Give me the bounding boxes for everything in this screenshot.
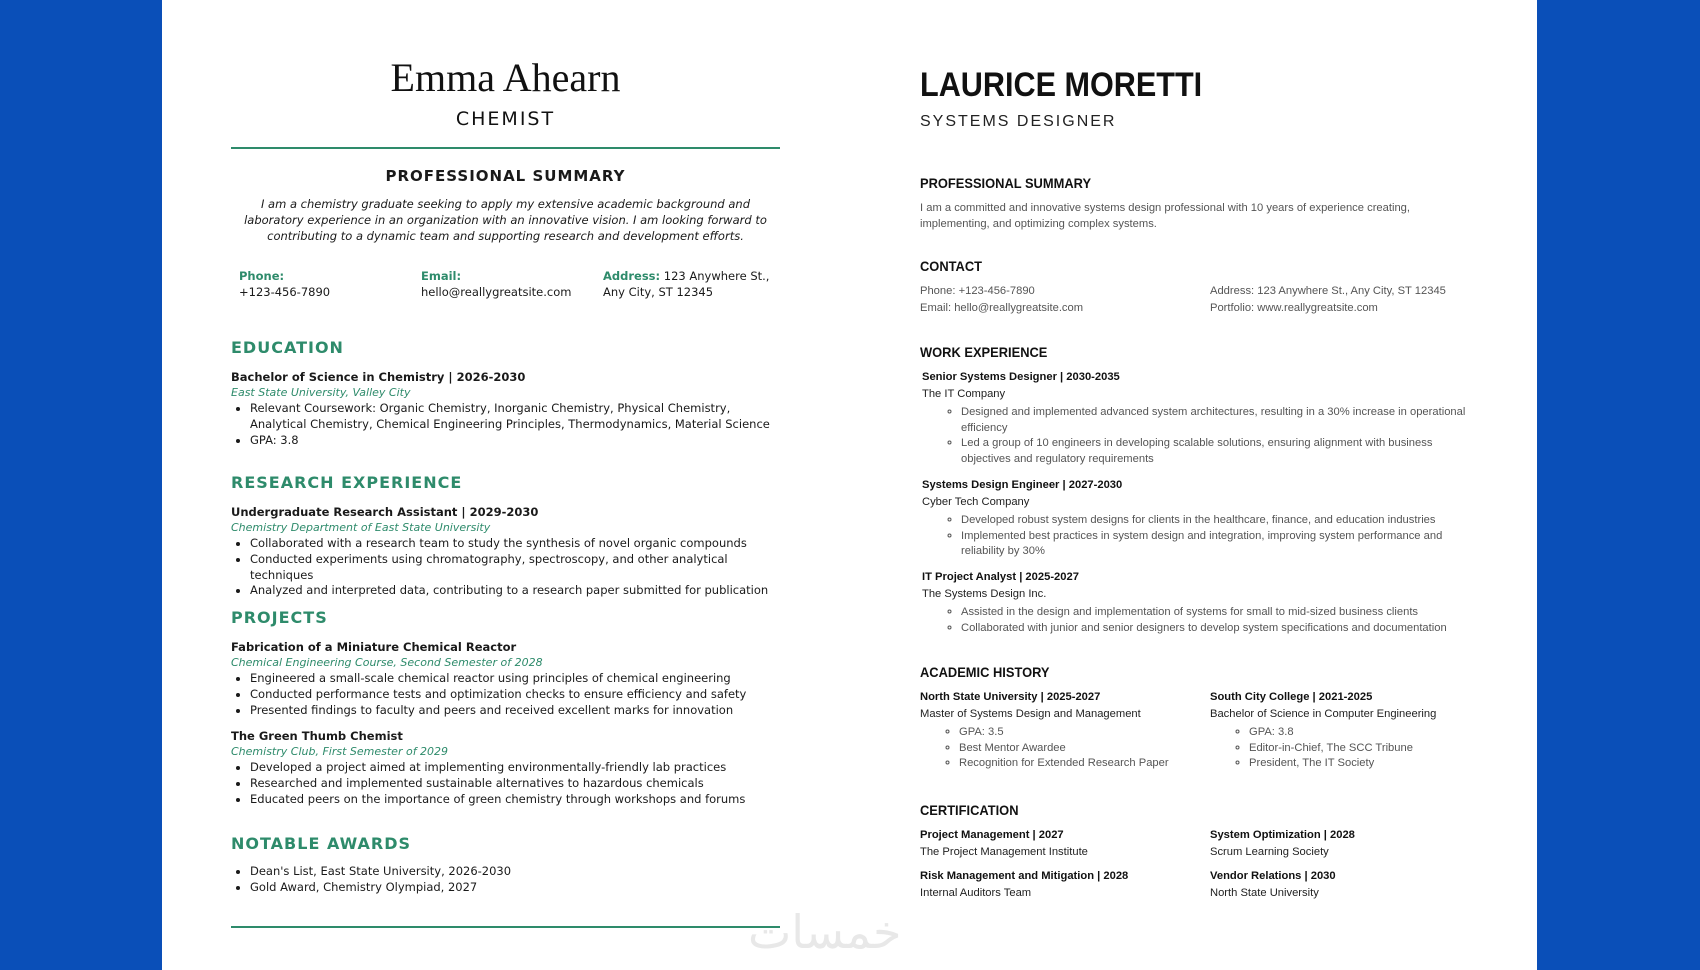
address-line1: 123 Anywhere St., [663,269,770,283]
summary-heading: PROFESSIONAL SUMMARY [920,175,1092,191]
resume-name: LAURICE MORETTI [920,66,1203,104]
job-title: Senior Systems Designer | 2030-2035 [922,371,1120,383]
awards-heading: NOTABLE AWARDS [231,834,412,853]
school-degree: Master of Systems Design and Management [920,708,1141,720]
list-item: • Developed a project aimed at implementing environmentally-friendly lab practices [250,760,780,776]
email-label: Email: [421,269,462,283]
research-title: Undergraduate Research Assistant | 2029-2030 [231,505,539,519]
job-title: IT Project Analyst | 2025-2027 [922,571,1079,583]
summary-heading: PROFESSIONAL SUMMARY [385,167,626,185]
list-item: ◦ Implemented best practices in system design and integration, improving system performance and reliability by 30% [961,529,1472,560]
list-item: ◦ Collaborated with junior and senior designers to develop system specifications and documentation [961,621,1472,637]
school-entry [920,689,1205,772]
list-item: ◦ Led a group of 10 engineers in developing scalable solutions, ensuring alignment with business objectives and regulatory requirements [961,436,1472,467]
list-item: ◦ President, The IT Society [1249,756,1480,772]
resume-laurice [920,0,1480,970]
contact-phone [239,268,330,300]
header-divider [231,147,780,149]
project-title: The Green Thumb Chemist [231,729,403,743]
cert-org: North State University [1210,887,1319,899]
cert-title: Vendor Relations | 2030 [1210,870,1336,882]
list-item: • GPA: 3.8 [250,433,780,449]
list-item: • Presented findings to faculty and peers and received excellent marks for innovation [250,703,780,719]
contact-email [421,268,571,300]
job-entry [922,569,1472,636]
cert-org: Scrum Learning Society [1210,846,1329,858]
job-company: Cyber Tech Company [922,496,1030,508]
list-item: • Relevant Coursework: Organic Chemistry, Inorganic Chemistry, Physical Chemistry, Analytical Chemistry, Chemical Engineering Principles, Thermodynamics, Material Science [250,401,780,433]
school-degree: Bachelor of Science in Computer Engineering [1210,708,1437,720]
job-entry [922,369,1472,468]
list-item: ◦ Recognition for Extended Research Paper [959,756,1205,772]
list-item: ◦ Assisted in the design and implementation of systems for small to mid-sized business clients [961,605,1472,621]
school-title: North State University | 2025-2027 [920,691,1101,703]
resume-emma [231,0,780,970]
phone-label: Phone: [239,269,285,283]
research-bullets [231,536,780,599]
list-item: • Engineered a small-scale chemical reactor using principles of chemical engineering [250,671,780,687]
academic-heading: ACADEMIC HISTORY [920,664,1050,680]
education-heading: EDUCATION [231,338,344,357]
contact-phone: Phone: +123-456-7890 [920,285,1035,297]
project-entry [231,639,780,718]
project-bullets [231,671,780,718]
school-title: South City College | 2021-2025 [1210,691,1373,703]
contact-portfolio: Portfolio: www.reallygreatsite.com [1210,302,1378,314]
contact-row [239,268,779,304]
project-entry [231,728,780,807]
resume-name: Emma Ahearn [390,55,621,100]
school-entry [1210,689,1480,772]
contact-address [603,268,769,300]
list-item: ◦ GPA: 3.5 [959,725,1205,741]
email-value: hello@reallygreatsite.com [421,285,572,299]
cert-entry [1210,868,1336,902]
cert-title: System Optimization | 2028 [1210,829,1355,841]
cert-entry [920,868,1128,902]
contact-heading: CONTACT [920,258,983,274]
awards-entry [231,864,780,896]
job-company: The IT Company [922,388,1006,400]
cert-title: Risk Management and Mitigation | 2028 [920,870,1129,882]
awards-bullets [231,864,780,896]
job-bullets [922,405,1472,468]
job-entry [922,477,1472,560]
phone-value: +123-456-7890 [239,285,331,299]
list-item: • Analyzed and interpreted data, contributing to a research paper submitted for publication [250,583,780,599]
list-item: • Gold Award, Chemistry Olympiad, 2027 [250,880,780,896]
education-school: East State University, Valley City [231,386,411,399]
footer-divider [231,926,780,928]
research-org: Chemistry Department of East State University [231,521,491,534]
list-item: • Conducted performance tests and optimization checks to ensure efficiency and safety [250,687,780,703]
list-item: • Educated peers on the importance of green chemistry through workshops and forums [250,792,780,808]
list-item: • Conducted experiments using chromatography, spectroscopy, and other analytical techniques [250,552,780,584]
list-item: ◦ Best Mentor Awardee [959,741,1205,757]
list-item: ◦ Designed and implemented advanced system architectures, resulting in a 30% increase in operational efficiency [961,405,1472,436]
address-label: Address: [603,269,661,283]
list-item: ◦ Developed robust system designs for clients in the healthcare, finance, and education industries [961,513,1472,529]
research-heading: RESEARCH EXPERIENCE [231,473,463,492]
resume-role: SYSTEMS DESIGNER [920,113,1117,130]
education-title: Bachelor of Science in Chemistry | 2026-2030 [231,370,526,384]
contact-right [1210,283,1446,317]
education-bullets [231,401,780,448]
job-company: The Systems Design Inc. [922,588,1047,600]
cert-title: Project Management | 2027 [920,829,1064,841]
job-bullets [922,513,1472,560]
summary-text: I am a chemistry graduate seeking to apply my extensive academic background and laboratory experience in an organization with an innovative vision. I am looking forward to contributing to a dynamic team and supporting research and development efforts. [244,197,767,243]
research-entry [231,504,780,599]
contact-address: Address: 123 Anywhere St., Any City, ST 12345 [1210,285,1446,297]
summary-text: I am a committed and innovative systems design professional with 10 years of experience creating, implementing, and optimizing complex systems. [920,202,1411,230]
project-sub: Chemical Engineering Course, Second Semester of 2028 [231,656,543,669]
cert-org: The Project Management Institute [920,846,1088,858]
list-item: • Researched and implemented sustainable alternatives to hazardous chemicals [250,776,780,792]
project-bullets [231,760,780,807]
cert-entry [1210,827,1355,861]
work-heading: WORK EXPERIENCE [920,344,1048,360]
projects-heading: PROJECTS [231,608,328,627]
page-canvas [162,0,1537,970]
list-item: ◦ Editor-in-Chief, The SCC Tribune [1249,741,1480,757]
project-sub: Chemistry Club, First Semester of 2029 [231,745,449,758]
resume-role: CHEMIST [455,108,556,130]
job-bullets [922,605,1472,636]
school-bullets [920,725,1205,772]
school-bullets [1210,725,1480,772]
contact-left [920,283,1083,317]
job-title: Systems Design Engineer | 2027-2030 [922,479,1123,491]
watermark-logo: خمسات [748,905,902,959]
list-item: • Dean's List, East State University, 2026-2030 [250,864,780,880]
education-entry [231,369,780,448]
list-item: • Collaborated with a research team to study the synthesis of novel organic compounds [250,536,780,552]
certification-heading: CERTIFICATION [920,802,1019,818]
contact-email: Email: hello@reallygreatsite.com [920,302,1084,314]
cert-org: Internal Auditors Team [920,887,1032,899]
list-item: ◦ GPA: 3.8 [1249,725,1480,741]
cert-entry [920,827,1088,861]
project-title: Fabrication of a Miniature Chemical Reactor [231,640,517,654]
address-line2: Any City, ST 12345 [603,285,714,299]
